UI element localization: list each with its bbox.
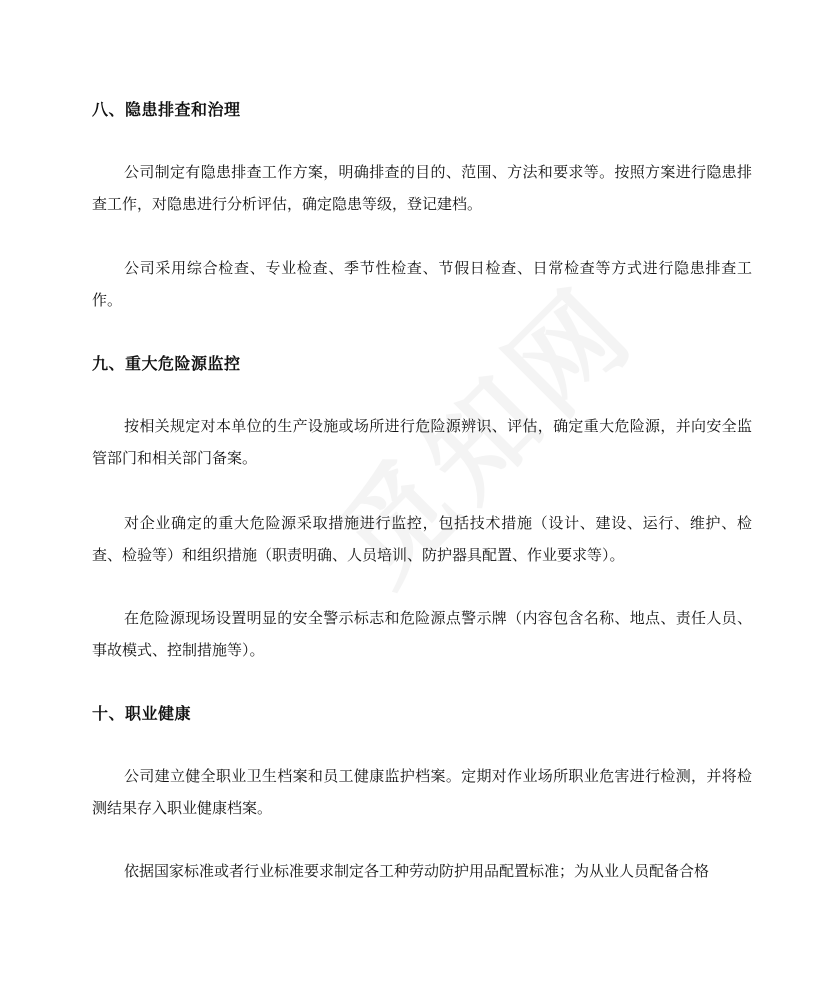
paragraph: 按相关规定对本单位的生产设施或场所进行危险源辨识、评估，确定重大危险源，并向安全监管部门和相关部门备案。 <box>92 417 752 467</box>
paragraph: 对企业确定的重大危险源采取措施进行监控，包括技术措施（设计、建设、运行、维护、检查、检验等）和组织措施（职责明确、人员培训、防护器具配置、作业要求等）。 <box>92 514 752 564</box>
paragraph: 公司建立健全职业卫生档案和员工健康监护档案。定期对作业场所职业危害进行检测，并将检测结果存入职业健康档案。 <box>92 767 752 817</box>
paragraph: 公司制定有隐患排查工作方案，明确排查的目的、范围、方法和要求等。按照方案进行隐患排查工作，对隐患进行分析评估，确定隐患等级，登记建档。 <box>92 163 752 213</box>
section-heading-hazard-inspection: 八、隐患排查和治理 <box>92 100 241 119</box>
paragraph: 公司采用综合检查、专业检查、季节性检查、节假日检查、日常检查等方式进行隐患排查工作。 <box>92 259 752 309</box>
paragraph: 在危险源现场设置明显的安全警示标志和危险源点警示牌（内容包含名称、地点、责任人员、事故模式、控制措施等）。 <box>92 609 752 659</box>
section-heading-major-hazard-monitoring: 九、重大危险源监控 <box>92 354 241 373</box>
section-heading-occupational-health: 十、职业健康 <box>92 704 192 723</box>
paragraph: 依据国家标准或者行业标准要求制定各工种劳动防护用品配置标准；为从业人员配备合格 <box>124 862 710 880</box>
